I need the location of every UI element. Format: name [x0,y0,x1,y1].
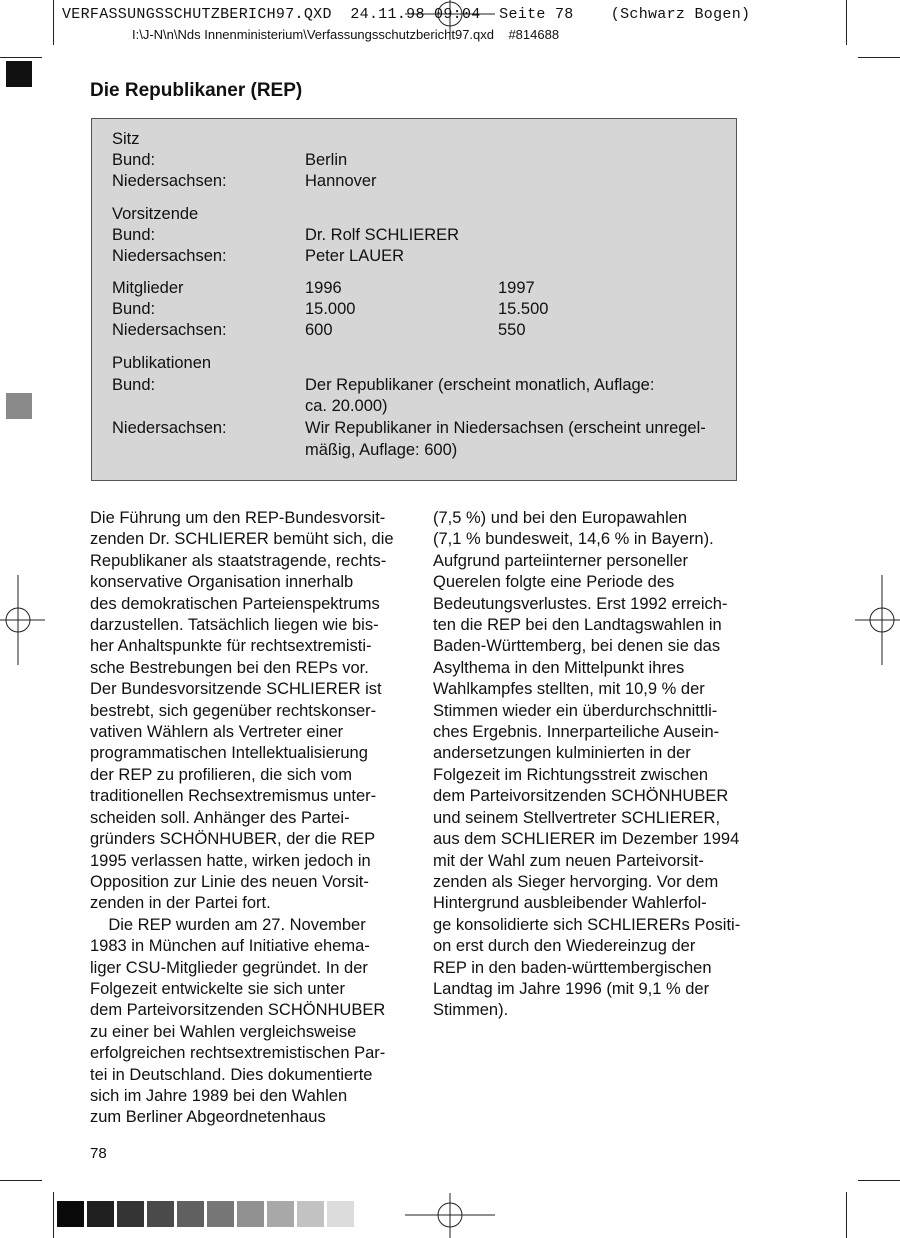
publikationen-nds-line1: Wir Republikaner in Niedersachsen (erscheint unregel- [305,419,706,437]
publikationen-bund-line2: ca. 20.000) [305,397,388,415]
gray-swatch [57,1201,84,1227]
text-line: ten die REP bei den Landtagswahlen in [433,616,722,635]
vorsitzende-heading: Vorsitzende [112,205,199,223]
sitz-heading: Sitz [112,130,140,148]
text-line: mit der Wahl zum neuen Parteivorsit- [433,851,704,870]
text-line: ge konsolidierte sich SCHLIERERs Positi- [433,915,741,934]
text-line: konservative Organisation innerhalb [90,573,354,592]
text-column-left [90,508,410,1129]
text-line: Wahlkampfes stellten, mit 10,9 % der [433,680,705,699]
registration-mark-icon [855,575,900,665]
text-line: erfolgreichen rechtsextremistischen Par- [90,1044,386,1063]
text-line: (7,5 %) und bei den Europawahlen [433,509,688,527]
text-line: 1995 verlassen hatte, wirken jedoch in [90,851,371,870]
gray-swatch [237,1201,264,1227]
sitz-bund-value: Berlin [305,151,348,169]
text-line: Republikaner als staatstragende, rechts- [90,551,387,570]
page-number: 78 [90,1145,107,1162]
publikationen-nds-label: Niedersachsen: [112,419,227,437]
publikationen-heading: Publikationen [112,354,212,372]
text-line: zenden als Sieger hervorging. Vor dem [433,872,719,891]
text-line: aus dem SCHLIERER im Dezember 1994 [433,830,740,849]
gray-swatch [327,1201,354,1227]
mitglieder-nds-1997: 550 [498,321,526,339]
text-line: der REP zu profilieren, die sich vom [90,765,352,784]
publikationen-bund-label: Bund: [112,376,156,394]
text-line: Asylthema in den Mittelpunkt ihres [433,658,685,677]
text-line: (7,1 % bundesweit, 14,6 % in Bayern). [433,530,714,549]
text-line: her Anhaltspunkte für rechtsextremisti- [90,637,372,656]
text-line: zum Berliner Abgeordnetenhaus [90,1108,326,1127]
publikationen-nds-line2: mäßig, Auflage: 600) [305,441,458,459]
file-path: I:\J-N\n\Nds Innenministerium\Verfassungsschutzbericht97.qxd #814688 [132,27,560,42]
text-line: des demokratischen Parteienspektrums [90,594,380,613]
crop-mark [846,1192,847,1238]
text-line: Folgezeit im Richtungsstreit zwischen [433,765,709,784]
text-line: Aufgrund parteiinterner personeller [433,551,688,570]
crop-mark [0,1180,42,1181]
crop-mark [0,57,42,58]
crop-mark [53,0,54,45]
mitglieder-bund-1996: 15.000 [305,300,356,318]
text-line: Querelen folgte eine Periode des [433,573,675,592]
gray-swatch [267,1201,294,1227]
crop-mark [53,1192,54,1238]
text-line: vativen Wählern als Vertreter einer [90,723,344,742]
text-line: programmatischen Intellektualisierung [90,744,368,763]
text-line: darzustellen. Tatsächlich liegen wie bis- [90,616,379,635]
gray-marker-square [6,393,32,419]
text-line: 1983 in München auf Initiative ehema- [90,937,370,956]
text-line: liger CSU-Mitglieder gegründet. In der [90,958,368,977]
mitglieder-bund-label: Bund: [112,300,156,318]
gray-swatch [207,1201,234,1227]
text-line: und seinem Stellvertreter SCHLIERER, [433,808,721,827]
gray-swatch [177,1201,204,1227]
text-line: Baden-Württemberg, bei denen sie das [433,637,721,656]
gray-swatch [147,1201,174,1227]
text-line: dem Parteivorsitzenden SCHÖNHUBER [433,787,729,806]
text-line: zu einer bei Wahlen vergleichsweise [90,1022,357,1041]
publikationen-bund-line1: Der Republikaner (erscheint monatlich, Auflage: [305,376,655,394]
text-line: gründers SCHÖNHUBER, der die REP [90,830,376,849]
black-marker-square [6,61,32,87]
mitglieder-bund-1997: 15.500 [498,300,549,318]
mitglieder-nds-1996: 600 [305,321,333,339]
text-line: sche Bestrebungen bei den REPs vor. [90,658,369,677]
mitglieder-year-1997: 1997 [498,279,535,297]
text-line: Stimmen). [433,1001,509,1020]
gray-swatch [117,1201,144,1227]
mitglieder-heading: Mitglieder [112,279,184,297]
text-line: bestrebt, sich gegenüber rechtskonser- [90,701,377,720]
text-column-right [433,508,753,1022]
text-line: ches Ergebnis. Innerparteiliche Ausein- [433,723,720,742]
crop-mark [846,0,847,45]
text-line: on erst durch den Wiedereinzug der [433,937,696,956]
vorsitzende-bund-value: Dr. Rolf SCHLIERER [305,226,460,244]
text-line: scheiden soll. Anhänger des Partei- [90,808,350,827]
page-title: Die Republikaner (REP) [90,80,303,101]
text-line: Opposition zur Linie des neuen Vorsit- [90,872,369,891]
registration-mark-icon [405,1193,495,1238]
text-line: dem Parteivorsitzenden SCHÖNHUBER [90,1001,386,1020]
mitglieder-nds-label: Niedersachsen: [112,321,227,339]
registration-mark-icon [0,575,45,665]
crop-mark [858,1180,900,1181]
crop-mark [858,57,900,58]
sitz-bund-label: Bund: [112,151,156,169]
text-line: Der Bundesvorsitzende SCHLIERER ist [90,680,382,699]
text-line: zenden Dr. SCHLIERER bemüht sich, die [90,530,394,549]
text-line: sich im Jahre 1989 bei den Wahlen [90,1086,348,1105]
gray-swatch [297,1201,324,1227]
sitz-nds-label: Niedersachsen: [112,172,227,190]
text-line: Landtag im Jahre 1996 (mit 9,1 % der [433,979,710,998]
text-line: Hintergrund ausbleibender Wahlerfol- [433,894,707,913]
slug-line: VERFASSUNGSSCHUTZBERICH97.QXD 24.11.98 09:04 Seite 78 (Schwarz Bogen) [62,6,751,23]
vorsitzende-bund-label: Bund: [112,226,156,244]
vorsitzende-nds-label: Niedersachsen: [112,247,227,265]
text-line: Die Führung um den REP-Bundesvorsit- [90,509,386,527]
text-line: Folgezeit entwickelte sie sich unter [90,979,345,998]
text-line: Die REP wurden am 27. November [90,915,366,934]
text-line: REP in den baden-württembergischen [433,958,712,977]
text-line: tei in Deutschland. Dies dokumentierte [90,1065,373,1084]
text-line: Bedeutungsverlustes. Erst 1992 erreich- [433,594,728,613]
text-line: andersetzungen kulminierten in der [433,744,691,763]
sitz-nds-value: Hannover [305,172,377,190]
text-line: traditionellen Rechsextremismus unter- [90,787,377,806]
text-line: Stimmen wieder ein überdurchschnittli- [433,701,718,720]
gray-swatch [87,1201,114,1227]
vorsitzende-nds-value: Peter LAUER [305,247,405,265]
text-line: zenden in der Partei fort. [90,894,271,913]
mitglieder-year-1996: 1996 [305,279,342,297]
